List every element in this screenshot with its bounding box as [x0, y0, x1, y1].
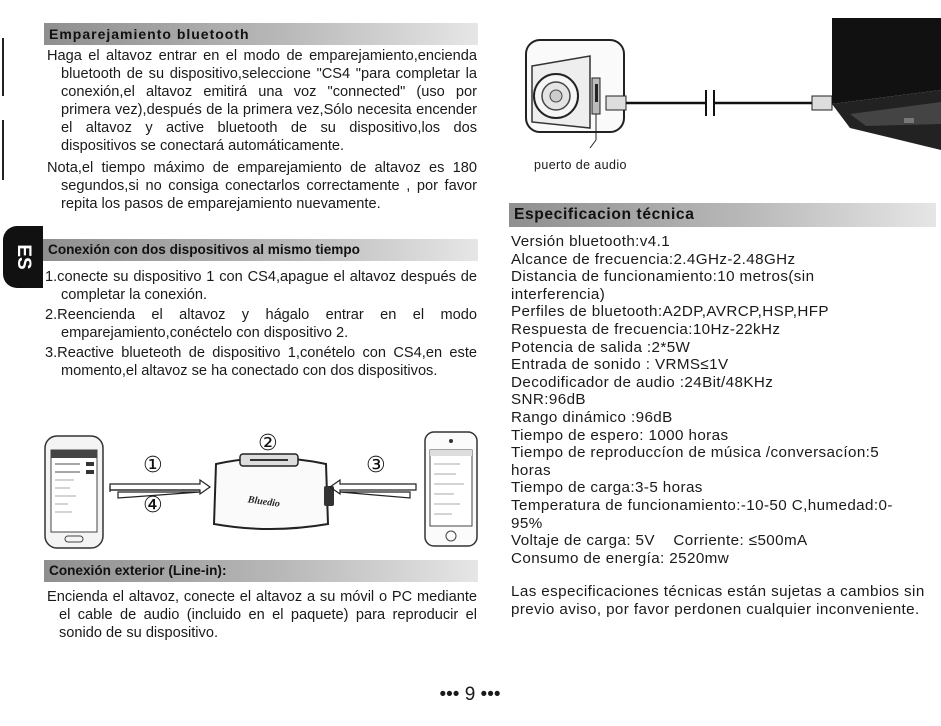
spec-line: horas [511, 461, 551, 479]
spec-line: Perfiles de bluetooth:A2DP,AVRCP,HSP,HFP [511, 303, 829, 321]
android-phone-illustration [45, 436, 103, 548]
pairing-body: Haga el altavoz entrar en el modo de emparejamiento,encienda bluetooth de su dispositivo,seleccione "CS4 "para completar la conexión,el altavoz emitirá una voz "connected" (uso por primera vez),después de la primera vez,Sólo necesita encender el altavoz y active bluetooth de su dispositivo,los dos dispositivos se conectará automáticamente. [47, 48, 477, 154]
spec-line: Temperatura de funcionamiento:-10-50 C,humedad:0- [511, 496, 893, 514]
speaker-brand: Bluedio [247, 494, 281, 510]
margin-mark [2, 38, 4, 96]
pairing-heading: Emparejamiento bluetooth [44, 23, 478, 45]
laptop-illustration [832, 18, 941, 150]
page-number: ••• 9 ••• [439, 684, 501, 705]
margin-mark [2, 120, 4, 180]
iphone-illustration [425, 432, 477, 546]
language-tab-label: ES [13, 244, 34, 270]
spec-line: Potencia de salida :2*5W [511, 338, 691, 356]
line-in-body: Encienda el altavoz, conecte el altavoz a su móvil o PC mediante el cable de audio (incluido en el paquete) para reproducir el sonido de su dispositivo. [47, 589, 477, 641]
line-in-illustration [520, 18, 941, 158]
spec-line: SNR:96dB [511, 391, 586, 409]
step-1-marker: ① [143, 453, 163, 478]
step-4-marker: ④ [143, 493, 163, 518]
spec-line: Decodificador de audio :24Bit/48KHz [511, 373, 774, 391]
two-devices-diagram [40, 428, 490, 556]
spec-line: Voltaje de carga: 5V Corriente: ≤500mA [511, 532, 808, 550]
spec-heading: Especificacion técnica [509, 203, 936, 227]
spec-line: Consumo de energía: 2520mw [511, 549, 730, 567]
step-3: 3.Reactive blueteoth de dispositivo 1,conételo con CS4,en este momento,el altavoz se ha conectado con dos dispositivos. [45, 345, 477, 379]
step-2: 2.Reencienda el altavoz y hágalo entrar en el modo emparejamiento,conéctelo con dispositivo 2. [45, 307, 477, 341]
spec-line: Tiempo de espero: 1000 horas [511, 426, 729, 444]
step-2-marker: ② [258, 431, 278, 456]
spec-line: 95% [511, 514, 543, 532]
speaker-illustration [214, 454, 334, 529]
pairing-text [47, 47, 477, 213]
step-3-marker: ③ [366, 453, 386, 478]
spec-line: Alcance de frecuencia:2.4GHz-2.48GHz [511, 250, 796, 268]
speaker-side-view [526, 40, 624, 132]
two-devices-steps [45, 268, 477, 382]
spec-line: Rango dinámico :96dB [511, 408, 673, 426]
spec-line: Tiempo de carga:3-5 horas [511, 479, 703, 497]
spec-line: Versión bluetooth:v4.1 [511, 233, 671, 250]
spec-line: Respuesta de frecuencia:10Hz-22kHz [511, 320, 781, 338]
two-devices-heading: Conexión con dos dispositivos al mismo tiempo [43, 239, 478, 261]
spec-line: interferencia) [511, 285, 606, 303]
pairing-note: Nota,el tiempo máximo de emparejamiento de altavoz es 180 segundos,si no consiga conectarlos correctamente , por favor repita los pasos de emparejamiento nuevamente. [47, 160, 477, 212]
spec-line: Entrada de sonido : VRMS≤1V [511, 356, 729, 374]
spec-line: Tiempo de reproduccíon de música /conversacíon:5 [511, 444, 880, 462]
audio-port-label: puerto de audio [534, 158, 627, 172]
arrows-right [330, 480, 416, 498]
audio-cable [590, 90, 832, 148]
step-1: 1.conecte su dispositivo 1 con CS4,apague el altavoz después de completar la conexión. [45, 269, 477, 303]
line-in-heading: Conexión exterior (Line-in): [44, 560, 478, 582]
spec-disclaimer: Las especificaciones técnicas están sujetas a cambios sin previo aviso, por favor perdonen cualquier inconveniente. [511, 583, 925, 618]
spec-list [511, 233, 936, 567]
spec-line: Distancia de funcionamiento:10 metros(sin [511, 268, 815, 286]
